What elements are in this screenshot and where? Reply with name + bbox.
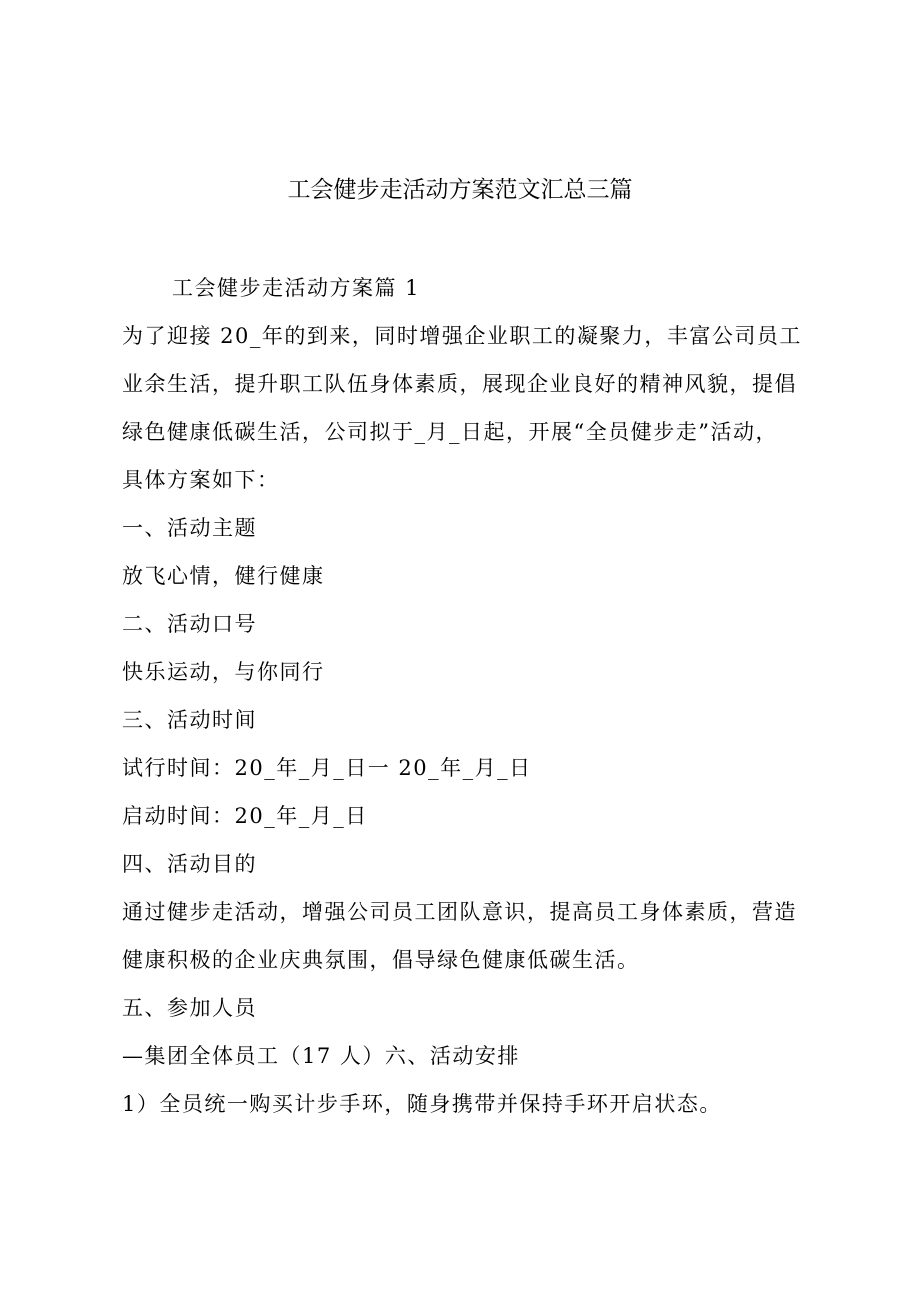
paragraph-intro-line-4: 具体方案如下： (122, 468, 280, 492)
section-heading-slogan: 二、活动口号 (122, 612, 257, 636)
purpose-line-1: 通过健步走活动，增强公司员工团队意识，提高员工身体素质，营造 (122, 900, 797, 924)
document-title: 工会健步走活动方案范文汇总三篇 (287, 177, 633, 203)
slogan-text: 快乐运动，与你同行 (122, 660, 325, 684)
trial-time-text: 试行时间：20_年_月_日一 20_年_月_日 (122, 756, 532, 780)
purpose-line-2: 健康积极的企业庆典氛围，倡导绿色健康低碳生活。 (122, 948, 640, 972)
section-heading-time: 三、活动时间 (122, 708, 257, 732)
start-time-text: 启动时间：20_年_月_日 (122, 804, 368, 828)
section-subtitle: 工会健步走活动方案篇 1 (172, 276, 421, 300)
section-heading-purpose: 四、活动目的 (122, 852, 257, 876)
paragraph-intro-line-1: 为了迎接 20_年的到来，同时增强企业职工的凝聚力，丰富公司员工 (122, 324, 802, 348)
section-heading-theme: 一、活动主题 (122, 516, 257, 540)
section-heading-participants: 五、参加人员 (122, 996, 257, 1020)
paragraph-intro-line-3: 绿色健康低碳生活，公司拟于_月_日起，开展“全员健步走”活动， (122, 420, 778, 444)
paragraph-intro-line-2: 业余生活，提升职工队伍身体素质，展现企业良好的精神风貌，提倡 (122, 372, 797, 396)
document-body (122, 264, 822, 1164)
theme-text: 放飞心情，健行健康 (122, 564, 325, 588)
arrangement-item-1: 1）全员统一购买计步手环，随身携带并保持手环开启状态。 (122, 1092, 722, 1116)
participants-text: —集团全体员工（17 人）六、活动安排 (122, 1044, 520, 1068)
